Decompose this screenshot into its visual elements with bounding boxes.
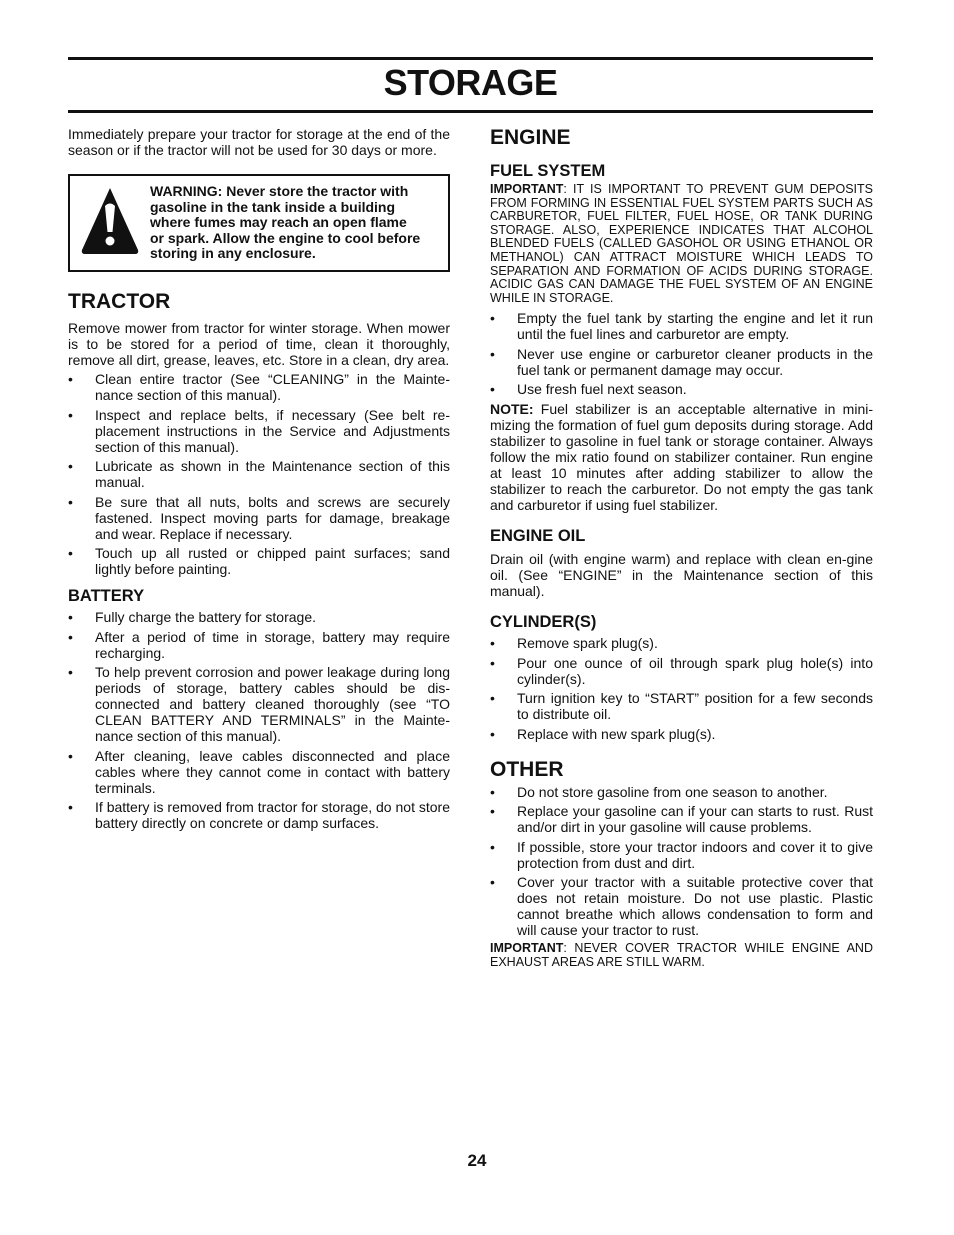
list-item: • Replace with new spark plug(s). <box>490 726 873 742</box>
important-text: : NEVER COVER TRACTOR WHILE ENGINE AND EXHAUST AREAS ARE STILL WARM. <box>490 941 873 969</box>
note-text: Fuel stabilizer is an acceptable alternative in mini-mizing the formation of fuel gum deposits during storage. Add stabilizer to gasoline in fuel tank or storage container. Always follow the mix ratio found on stabilizer container. Run engine at least 10 minutes after adding stabilizer to allow the stabilizer to reach the carburetor. Do not empty the gas tank and carburetor if using fuel stabilizer. <box>490 401 873 514</box>
list-item: • To help prevent corrosion and power leakage during long periods of storage, battery cables should be dis-connected and battery cleaned thoroughly (see “TO CLEAN BATTERY AND TERMINALS” in the Mainte-nance section of this manual). <box>68 664 450 744</box>
tractor-heading: TRACTOR <box>68 290 171 313</box>
right-column <box>490 126 873 970</box>
list-item: • Empty the fuel tank by starting the engine and let it run until the fuel lines and carburetor are empty. <box>490 310 873 342</box>
other-important-paragraph <box>490 942 873 969</box>
page-number: 24 <box>467 1151 487 1170</box>
list-item: • Do not store gasoline from one season to another. <box>490 784 873 800</box>
important-label: IMPORTANT <box>490 941 564 956</box>
list-item: • If possible, store your tractor indoors and cover it to give protection from dust and dirt. <box>490 839 873 871</box>
list-item: • After a period of time in storage, battery may require recharging. <box>68 629 450 661</box>
fuel-note-paragraph <box>490 401 873 513</box>
fuel-important-paragraph <box>490 183 873 305</box>
engine-oil-heading: ENGINE OIL <box>490 527 586 546</box>
engine-heading: ENGINE <box>490 126 571 149</box>
important-label: IMPORTANT <box>490 182 564 196</box>
list-item: • Lubricate as shown in the Maintenance section of this manual. <box>68 458 450 490</box>
engine-oil-paragraph: Drain oil (with engine warm) and replace with clean en-gine oil. (See “ENGINE” in the Maintenance section of this manual). <box>490 551 873 600</box>
battery-heading: BATTERY <box>68 587 145 605</box>
list-item: • If battery is removed from tractor for storage, do not store battery directly on concrete or damp surfaces. <box>68 799 450 831</box>
page-title: STORAGE <box>383 62 558 103</box>
important-text: : IT IS IMPORTANT TO PREVENT GUM DEPOSITS FROM FORMING IN ESSENTIAL FUEL SYSTEM PARTS SUCH AS CARBURETOR, FUEL FILTER, FUEL HOSE, OR TANK DURING STORAGE. ALSO, EXPERIENCE INDICATES THAT ALCOHOL BLENDED FUELS (CALLED GASOHOL OR USING ETHANOL OR METHANOL) CAN ATTRACT MOISTURE WHICH LEADS TO SEPARATION AND FORMATION OF ACIDS DURING STORAGE. ACIDIC GAS CAN DAMAGE THE FUEL SYSTEM OF AN ENGINE WHILE IN STORAGE. <box>490 182 873 305</box>
fuel-system-list <box>490 310 873 397</box>
left-column <box>68 126 450 835</box>
list-item: • Use fresh fuel next season. <box>490 381 873 397</box>
note-label: NOTE: <box>490 401 534 418</box>
list-item: • Inspect and replace belts, if necessary (See belt re-placement instructions in the Service and Adjustments section of this manual). <box>68 407 450 455</box>
battery-list <box>68 609 450 831</box>
warning-triangle-icon <box>78 184 142 258</box>
warning-text: WARNING: Never store the tractor with gasoline in the tank inside a building where fumes may reach an open flame or spark. Allow the engine to cool before storing in any enclosure. <box>150 183 421 262</box>
intro-paragraph: Immediately prepare your tractor for storage at the end of the season or if the tractor will not be used for 30 days or more. <box>68 126 450 158</box>
list-item: • Pour one ounce of oil through spark plug hole(s) into cylinder(s). <box>490 655 873 687</box>
list-item: • Be sure that all nuts, bolts and screws are securely fastened. Inspect moving parts for damage, breakage and wear. Replace if necessary. <box>68 494 450 542</box>
tractor-intro: Remove mower from tractor for winter storage. When mower is to be stored for a period of time, clean it thoroughly, remove all dirt, grease, leaves, etc. Store in a clean, dry area. <box>68 320 450 368</box>
list-item: • Clean entire tractor (See “CLEANING” in the Mainte-nance section of this manual). <box>68 371 450 403</box>
cylinders-list <box>490 635 873 742</box>
other-list <box>490 784 873 939</box>
title-bottom-rule <box>68 110 873 113</box>
list-item: • Remove spark plug(s). <box>490 635 873 651</box>
warning-box <box>68 174 450 272</box>
list-item: • Cover your tractor with a suitable protective cover that does not retain moisture. Do not use plastic. Plastic cannot breathe which allows condensation to form and will cause your tractor to rust. <box>490 874 873 938</box>
list-item: • Turn ignition key to “START” position for a few seconds to distribute oil. <box>490 690 873 722</box>
list-item: • Touch up all rusted or chipped paint surfaces; sand lightly before painting. <box>68 545 450 577</box>
fuel-system-heading: FUEL SYSTEM <box>490 162 606 180</box>
cylinders-heading: CYLINDER(S) <box>490 613 597 632</box>
list-item: • Never use engine or carburetor cleaner products in the fuel tank or permanent damage may occur. <box>490 346 873 378</box>
list-item: • Replace your gasoline can if your can starts to rust. Rust and/or dirt in your gasoline will cause problems. <box>490 803 873 835</box>
top-rule <box>68 57 873 60</box>
tractor-list <box>68 371 450 577</box>
list-item: • After cleaning, leave cables disconnected and place cables where they cannot come in contact with battery terminals. <box>68 748 450 796</box>
list-item: • Fully charge the battery for storage. <box>68 609 450 625</box>
other-heading: OTHER <box>490 757 564 781</box>
